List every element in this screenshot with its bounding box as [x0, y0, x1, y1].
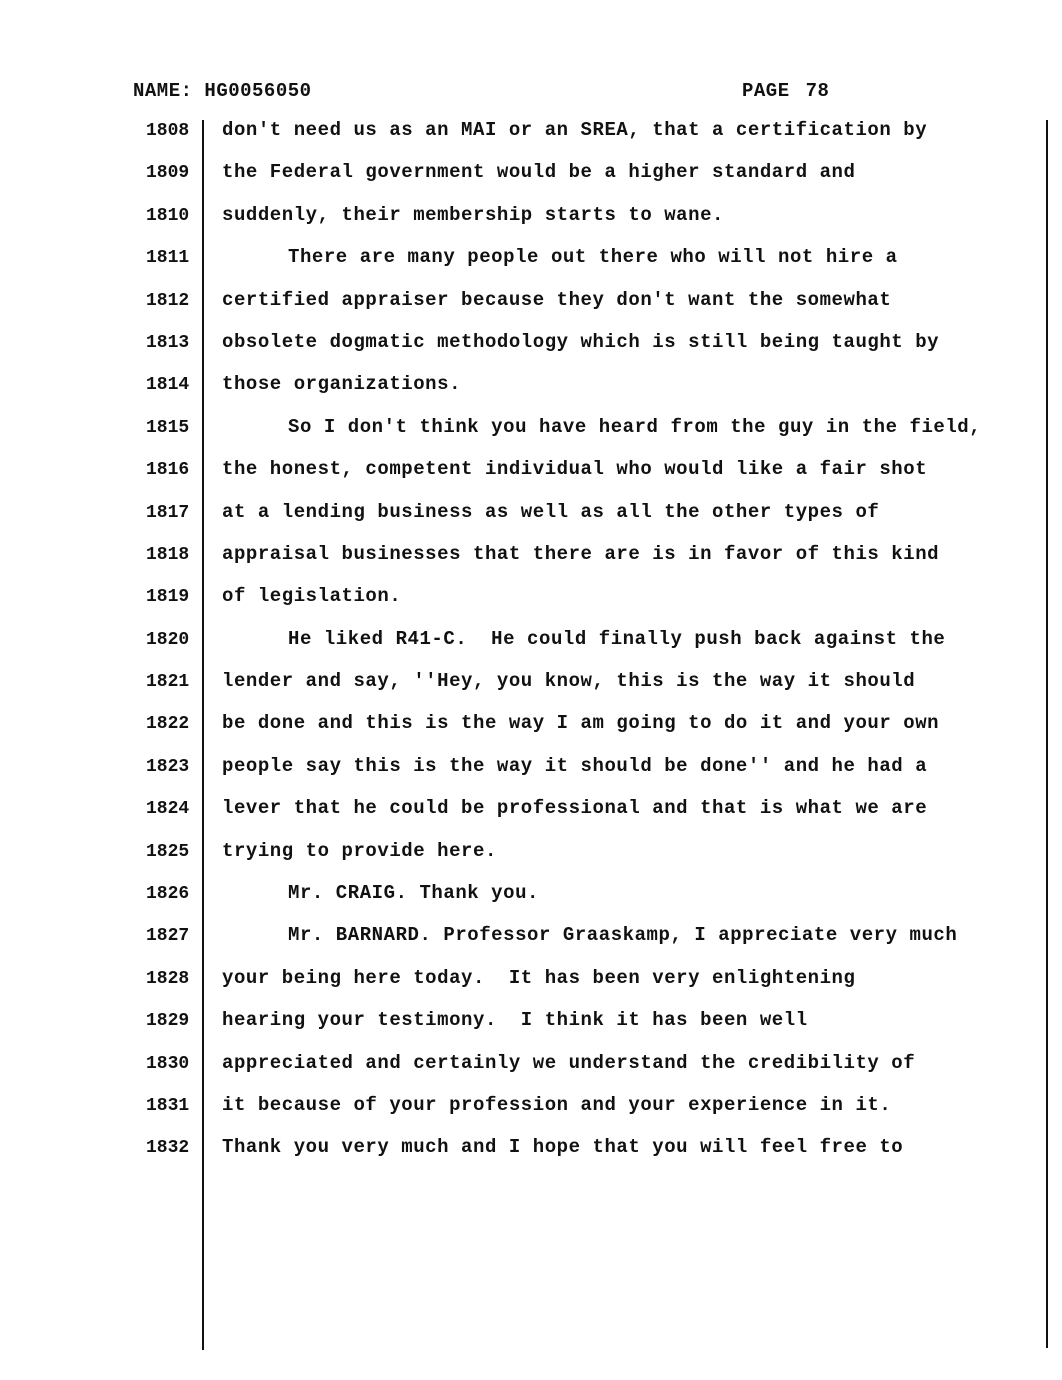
transcript-line [0, 668, 1062, 710]
line-text: appreciated and certainly we understand the credibility of [222, 1051, 916, 1074]
transcript-line [0, 880, 1062, 922]
line-text: it because of your profession and your experience in it. [222, 1093, 892, 1116]
line-text: of legislation. [222, 585, 402, 608]
line-text: Mr. CRAIG. Thank you. [288, 882, 539, 905]
line-text: Thank you very much and I hope that you will feel free to [222, 1136, 904, 1159]
line-number: 1813 [146, 332, 190, 353]
line-number: 1832 [146, 1138, 190, 1159]
line-text: obsolete dogmatic methodology which is still being taught by [222, 330, 940, 353]
line-number: 1815 [146, 417, 190, 438]
transcript-line [0, 795, 1062, 837]
line-text: at a lending business as well as all the other types of [222, 500, 880, 523]
line-number: 1825 [146, 841, 190, 862]
line-number: 1819 [146, 587, 190, 608]
transcript-line [0, 583, 1062, 625]
line-number: 1814 [146, 375, 190, 396]
transcript-line [0, 117, 1062, 159]
line-number: 1822 [146, 714, 190, 735]
line-number: 1809 [146, 163, 190, 184]
line-text: the honest, competent individual who would like a fair shot [222, 458, 928, 481]
line-number: 1828 [146, 968, 190, 989]
line-number: 1829 [146, 1011, 190, 1032]
line-text: So I don't think you have heard from the guy in the field, [288, 415, 982, 438]
line-number: 1812 [146, 290, 190, 311]
line-number: 1811 [146, 248, 190, 269]
transcript-line [0, 1007, 1062, 1049]
transcript-line [0, 202, 1062, 244]
line-number: 1816 [146, 460, 190, 481]
transcript-line [0, 838, 1062, 880]
line-number: 1820 [146, 629, 190, 650]
page-header [742, 80, 829, 102]
line-text: be done and this is the way I am going to do it and your own [222, 712, 940, 735]
line-number: 1831 [146, 1095, 190, 1116]
transcript-line [0, 710, 1062, 752]
line-number: 1818 [146, 544, 190, 565]
line-text: There are many people out there who will not hire a [288, 246, 898, 269]
page-number: 78 [805, 80, 830, 102]
page-label: PAGE [742, 80, 790, 102]
transcript-line [0, 753, 1062, 795]
line-text: hearing your testimony. I think it has been well [222, 1009, 808, 1032]
transcript-line [0, 159, 1062, 201]
line-text: trying to provide here. [222, 839, 497, 862]
line-number: 1810 [146, 205, 190, 226]
line-text: people say this is the way it should be done'' and he had a [222, 754, 928, 777]
transcript-line [0, 626, 1062, 668]
transcript-line [0, 1092, 1062, 1134]
transcript-line [0, 414, 1062, 456]
line-text: He liked R41-C. He could finally push back against the [288, 627, 946, 650]
line-number: 1830 [146, 1053, 190, 1074]
line-number: 1824 [146, 799, 190, 820]
line-text: those organizations. [222, 373, 462, 396]
line-text: certified appraiser because they don't want the somewhat [222, 288, 892, 311]
line-text: appraisal businesses that there are is in favor of this kind [222, 542, 940, 565]
transcript-line [0, 499, 1062, 541]
line-text: the Federal government would be a higher standard and [222, 161, 856, 184]
line-text: lever that he could be professional and that is what we are [222, 797, 928, 820]
transcript-line [0, 541, 1062, 583]
document-name: NAME: HG0056050 [133, 80, 312, 102]
line-number: 1808 [146, 121, 190, 141]
line-text: Mr. BARNARD. Professor Graaskamp, I appreciate very much [288, 924, 958, 947]
line-text: suddenly, their membership starts to wane. [222, 203, 724, 226]
transcript-line [0, 922, 1062, 964]
line-text: lender and say, ''Hey, you know, this is the way it should [222, 670, 916, 693]
line-text: your being here today. It has been very enlightening [222, 966, 856, 989]
line-number: 1826 [146, 884, 190, 905]
line-text: don't need us as an MAI or an SREA, that a certification by [222, 119, 928, 141]
transcript-line [0, 1050, 1062, 1092]
transcript-line [0, 244, 1062, 286]
transcript-lines [0, 117, 1062, 1177]
line-number: 1823 [146, 756, 190, 777]
transcript-line [0, 371, 1062, 413]
transcript-line [0, 1134, 1062, 1176]
transcript-line [0, 965, 1062, 1007]
line-number: 1821 [146, 672, 190, 693]
transcript-line [0, 287, 1062, 329]
line-number: 1817 [146, 502, 190, 523]
line-number: 1827 [146, 926, 190, 947]
transcript-line [0, 456, 1062, 498]
transcript-line [0, 329, 1062, 371]
